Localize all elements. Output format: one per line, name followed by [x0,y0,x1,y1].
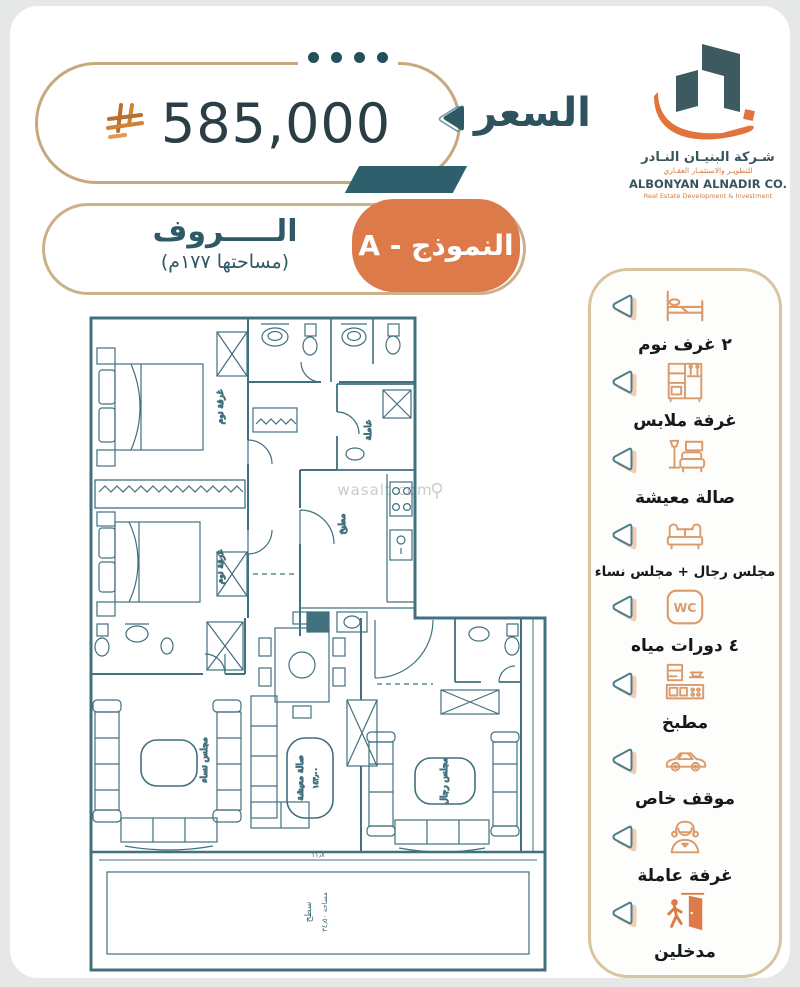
svg-text:١٤٣٫٠٠: ١٤٣٫٠٠ [312,767,320,789]
pointer-arrow-icon [611,671,633,701]
logo-company-arabic: شـركة البنيـان النـادر [641,150,775,165]
floor-plan [85,312,563,977]
car-icon [662,737,708,787]
svg-text:عاملة: عاملة [364,419,374,441]
maid-room [346,390,411,460]
svg-text:مساحة ٣٤٫٥٠: مساحة ٣٤٫٥٠ [321,892,329,932]
women-majlis [93,700,241,850]
bed-icon [662,283,708,333]
amenity-maid-room [591,815,779,886]
plan-walls [91,318,545,970]
logo-tagline-arabic: للتطويـر والاستثمـار العقـاري [663,166,753,175]
amenity-label: غرفة عاملة [637,865,733,886]
decor-dots [298,50,398,65]
pointer-arrow-icon [611,747,633,777]
amenity-kitchen [591,662,779,733]
svg-text:غرفة نوم: غرفة نوم [216,389,226,425]
saudi-riyal-icon [105,101,147,145]
svg-text:WC: WC [673,600,697,616]
logo-company-english: ALBONYAN ALNADIR CO. [629,177,787,191]
pointer-arrow-icon [611,900,633,930]
svg-text:١١٫٨: ١١٫٨ [311,851,325,859]
svg-text:غرفة نوم: غرفة نوم [216,549,226,585]
amenity-label: صالة معيشة [634,487,736,508]
men-majlis [367,624,519,852]
teal-slab-decor [345,166,467,193]
amenity-dressing-room [591,360,779,431]
logo-tagline-english: Real Estate Development & Investment [643,192,773,200]
dining-area [259,612,345,718]
pointer-arrow-icon [611,594,633,624]
pointer-arrow-icon [611,522,633,552]
living-room-icon [662,436,708,486]
majlis-sofa-icon [662,512,708,562]
terrace [304,851,329,932]
amenity-bedrooms [591,284,779,355]
amenities-sidebar [588,268,782,978]
svg-text:مجلس رجال: مجلس رجال [440,757,450,805]
svg-text:مطبخ: مطبخ [338,513,348,535]
svg-text:سطح: سطح [304,901,314,923]
amenity-bathrooms [591,585,779,656]
amenity-label: ٢ غرف نوم [638,334,732,355]
amenity-majlis [591,513,779,580]
price-amount: 585,000 [160,91,392,155]
amenity-living-room [591,437,779,508]
amenity-label: مجلس رجال + مجلس نساء [594,564,776,581]
logo-building-icon [644,36,772,144]
amenity-label: غرفة ملابس [633,411,737,432]
amenity-entrances [591,891,779,962]
price-label: السعر [474,90,591,136]
pointer-arrow-icon [611,293,633,323]
price-arrow-icon [437,101,467,139]
svg-text:مجلس نساء: مجلس نساء [200,737,210,783]
amenity-label: مطبخ [661,712,709,733]
amenity-parking [591,738,779,809]
bedroom-1 [97,332,247,466]
kitchen-icon [662,661,708,711]
amenity-label: ٤ دورات مياه [630,636,740,657]
unit-name: الـــــروف [152,214,298,249]
pointer-arrow-icon [611,446,633,476]
unit-area: (مساحتها ١٧٧م) [160,251,290,273]
svg-text:صالة معيشة: صالة معيشة [296,755,306,801]
svg-text:wasalt.com: wasalt.com [337,481,433,499]
company-logo [624,36,792,200]
amenity-label: مدخلين [654,942,716,963]
wc-icon [662,584,708,634]
amenity-label: موقف خاص [635,789,735,810]
maid-icon [662,814,708,864]
bathroom-bottom-left [95,622,243,670]
entrance-icon [662,890,708,940]
living-hall [251,696,377,828]
pointer-arrow-icon [611,369,633,399]
wardrobe-icon [662,359,708,409]
model-badge: النموذج - A [352,199,520,292]
bedroom-2 [97,512,247,616]
pointer-arrow-icon [611,824,633,854]
